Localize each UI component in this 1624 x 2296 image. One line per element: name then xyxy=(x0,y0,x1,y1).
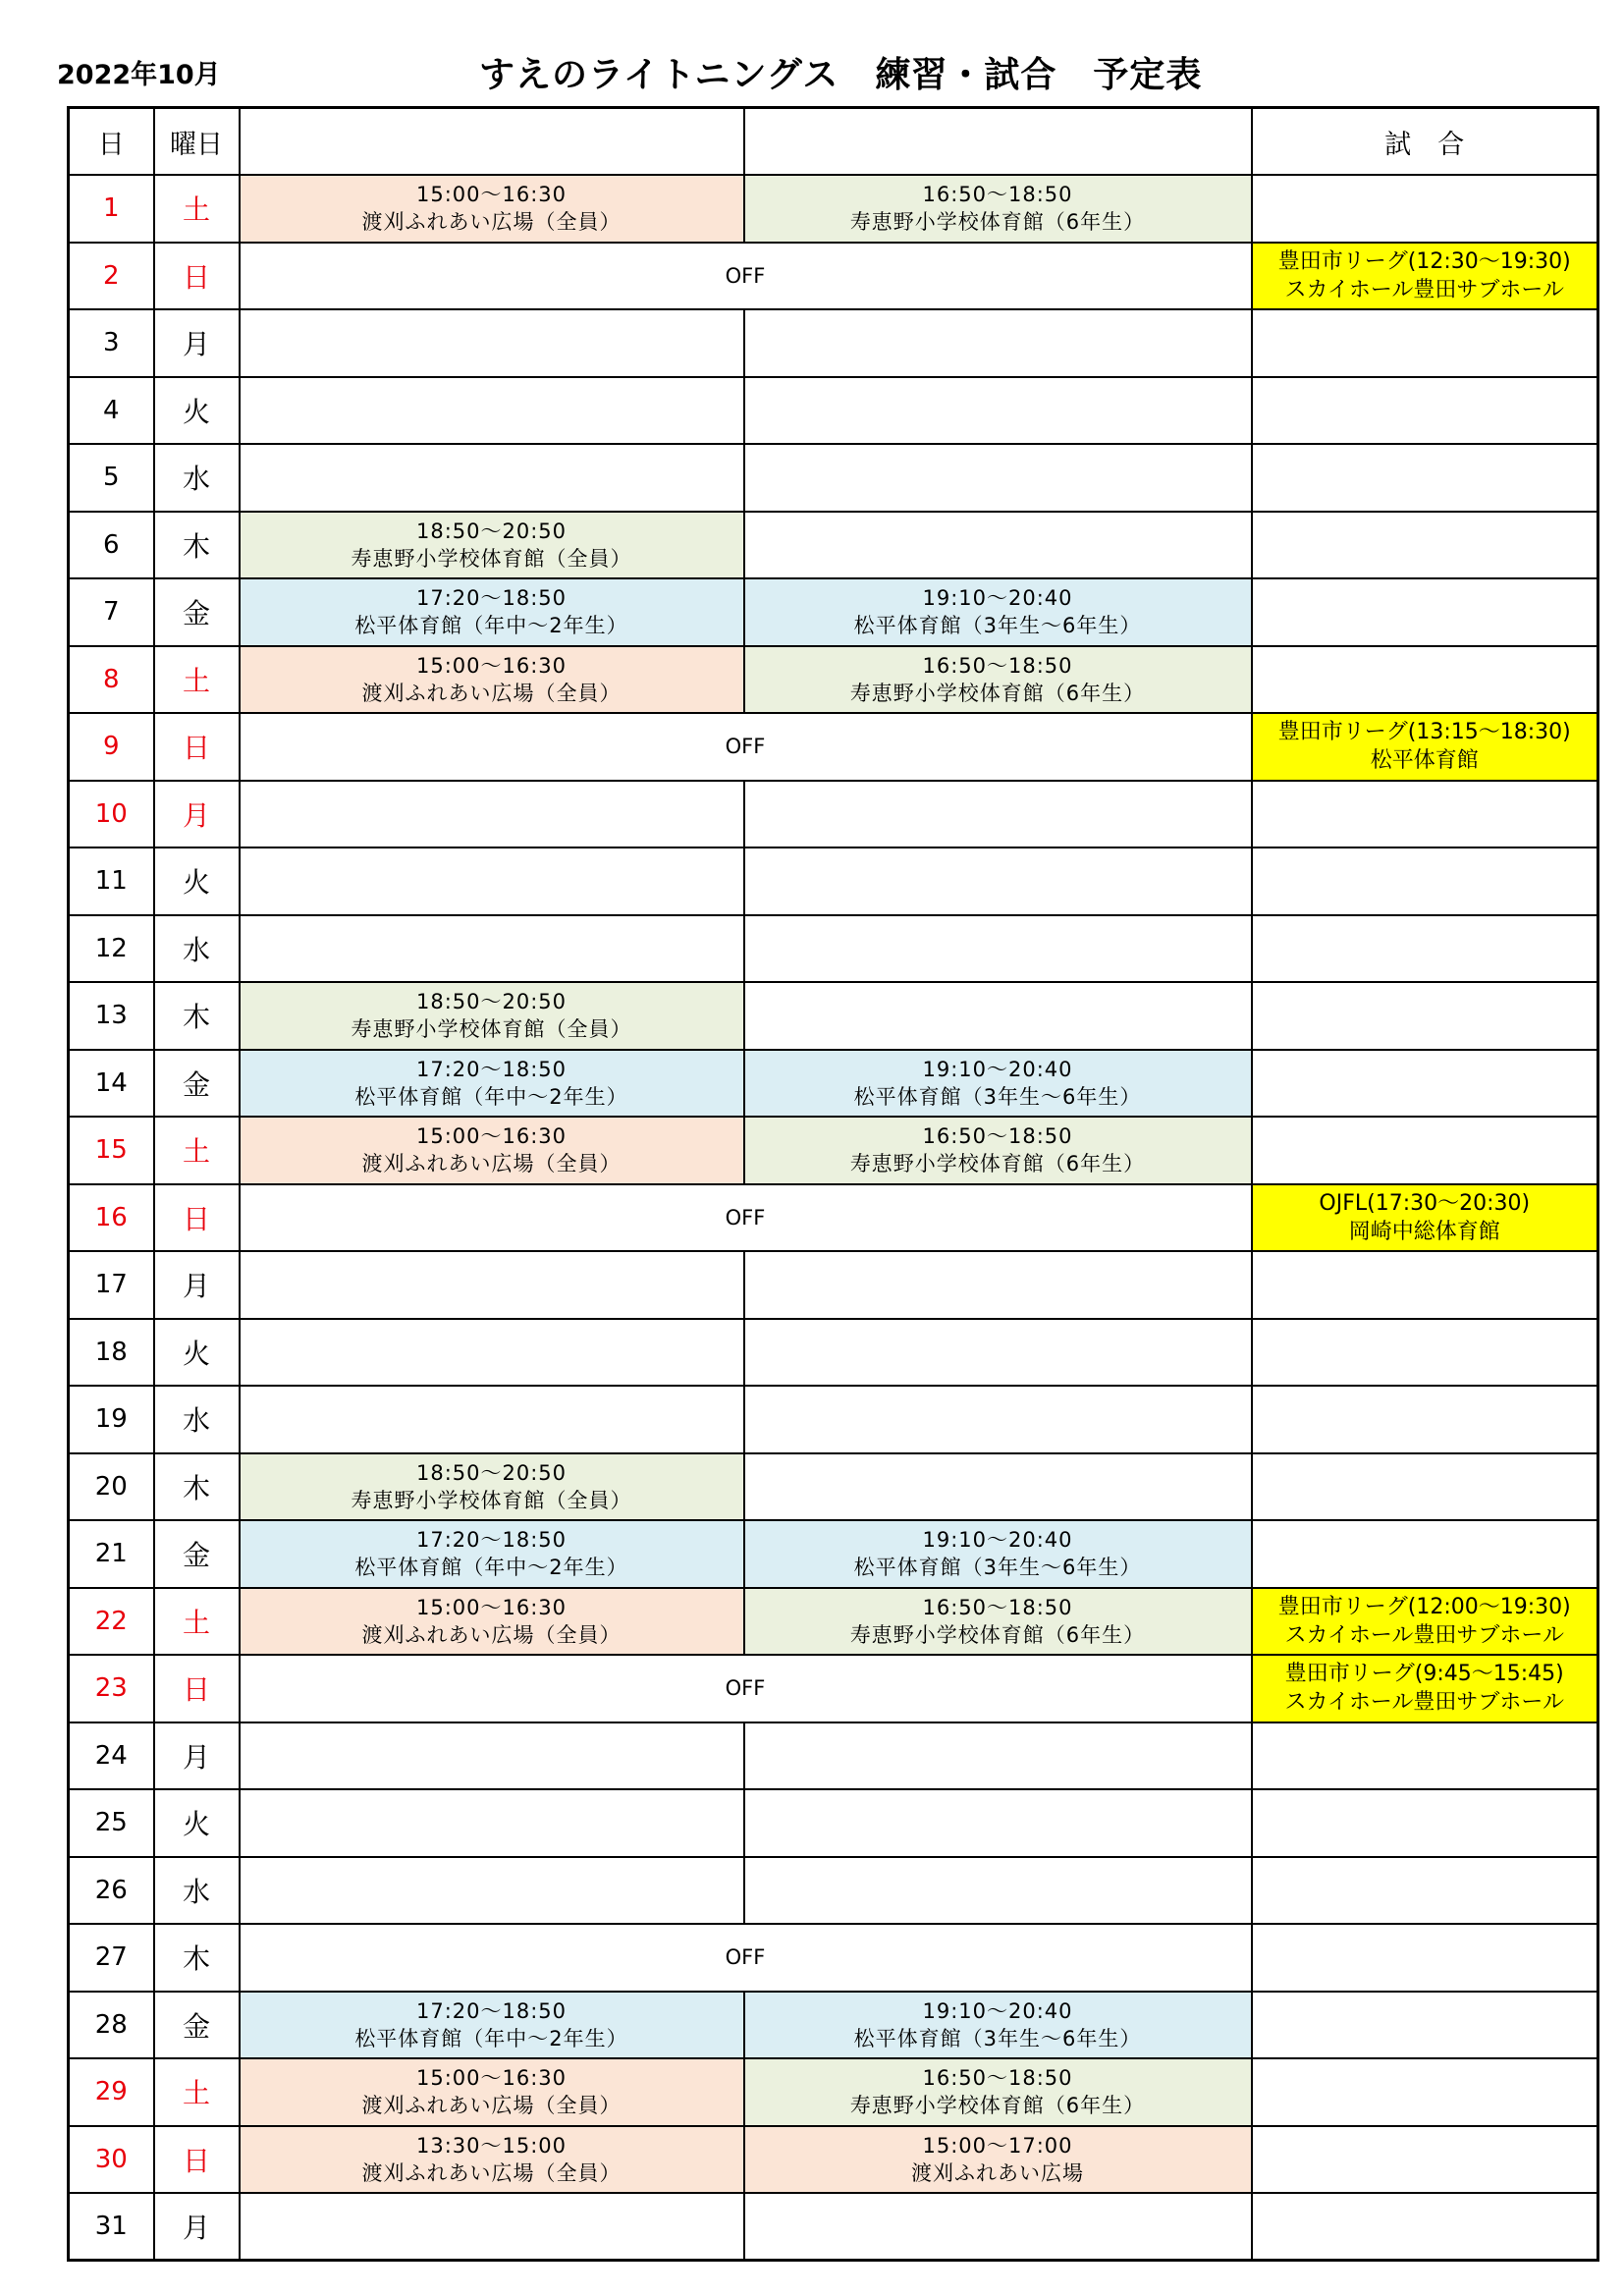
practice-slot xyxy=(240,1520,744,1588)
practice-time: 15:00〜16:30 xyxy=(415,2066,568,2091)
weekday: 木 xyxy=(154,982,240,1050)
weekday: 水 xyxy=(154,915,240,983)
practice-place: 寿恵野小学校体育館（6年生） xyxy=(849,1152,1146,1176)
practice-slot-empty xyxy=(240,1789,744,1857)
practice-time: 15:00〜17:00 xyxy=(922,2133,1073,2158)
game-venue: スカイホール豊田サブホール xyxy=(1284,1622,1564,1648)
practice-place: 松平体育館（3年生〜6年生） xyxy=(853,1084,1142,1109)
practice-slot-empty xyxy=(240,915,744,983)
practice-time: 18:50〜20:50 xyxy=(415,990,568,1014)
table-row xyxy=(69,781,1598,848)
practice-slot-empty xyxy=(744,377,1252,445)
practice-slot xyxy=(240,2126,744,2194)
day-number: 13 xyxy=(69,982,154,1050)
game-cell-empty xyxy=(1252,1992,1598,2059)
practice-place: 渡刈ふれあい広場（全員） xyxy=(361,1152,622,1176)
table-header-row xyxy=(69,108,1598,176)
practice-slot-empty xyxy=(744,444,1252,512)
game-cell xyxy=(1252,243,1598,310)
table-row xyxy=(69,1789,1598,1857)
table-row xyxy=(69,2126,1598,2194)
table-row xyxy=(69,1117,1598,1184)
practice-time: 16:50〜18:50 xyxy=(922,653,1073,678)
practice-slot-empty xyxy=(240,847,744,915)
weekday: 土 xyxy=(154,1588,240,1656)
weekday: 火 xyxy=(154,1789,240,1857)
practice-place: 寿恵野小学校体育館（全員） xyxy=(351,546,632,571)
practice-slot-empty xyxy=(744,1453,1252,1521)
day-number: 17 xyxy=(69,1251,154,1319)
day-number: 6 xyxy=(69,512,154,579)
practice-place: 渡刈ふれあい広場（全員） xyxy=(361,1622,622,1647)
day-number: 9 xyxy=(69,713,154,781)
practice-time: 16:50〜18:50 xyxy=(922,183,1073,207)
practice-place: 渡刈ふれあい広場（全員） xyxy=(361,2094,622,2118)
weekday: 月 xyxy=(154,2193,240,2261)
practice-place: 松平体育館（年中〜2年生） xyxy=(354,1556,628,1580)
practice-slot-empty xyxy=(744,1722,1252,1790)
practice-time: 15:00〜16:30 xyxy=(415,1124,568,1149)
practice-slot xyxy=(744,175,1252,243)
practice-place: 渡刈ふれあい広場（全員） xyxy=(361,2160,622,2185)
practice-slot-empty xyxy=(240,1857,744,1925)
practice-slot-empty xyxy=(744,512,1252,579)
game-cell-empty xyxy=(1252,1520,1598,1588)
table-row xyxy=(69,444,1598,512)
practice-time: 17:20〜18:50 xyxy=(415,1998,568,2023)
practice-place: 松平体育館（年中〜2年生） xyxy=(354,1084,628,1109)
day-number: 20 xyxy=(69,1453,154,1521)
practice-slot-empty xyxy=(240,2193,744,2261)
practice-slot-empty xyxy=(240,377,744,445)
practice-time: 16:50〜18:50 xyxy=(922,1124,1073,1149)
practice-slot xyxy=(240,512,744,579)
practice-slot xyxy=(744,1050,1252,1118)
practice-place: 渡刈ふれあい広場 xyxy=(911,2160,1084,2185)
day-number: 19 xyxy=(69,1386,154,1453)
weekday: 土 xyxy=(154,646,240,714)
day-number: 4 xyxy=(69,377,154,445)
game-cell-empty xyxy=(1252,309,1598,377)
game-cell-empty xyxy=(1252,2058,1598,2126)
practice-place: 松平体育館（3年生〜6年生） xyxy=(853,2026,1142,2050)
practice-time: 15:00〜16:30 xyxy=(415,183,568,207)
weekday: 水 xyxy=(154,1857,240,1925)
weekday: 金 xyxy=(154,1520,240,1588)
practice-slot-empty xyxy=(240,1386,744,1453)
day-number: 22 xyxy=(69,1588,154,1656)
game-event: 豊田市リーグ(12:30〜19:30) xyxy=(1277,248,1571,274)
table-row xyxy=(69,1386,1598,1453)
practice-slot xyxy=(240,982,744,1050)
practice-slot xyxy=(744,1992,1252,2059)
practice-place: 松平体育館（年中〜2年生） xyxy=(354,614,628,638)
game-venue: スカイホール豊田サブホール xyxy=(1284,277,1564,302)
game-event: 豊田市リーグ(13:15〜18:30) xyxy=(1277,720,1571,745)
practice-time: 17:20〜18:50 xyxy=(415,1528,568,1553)
day-number: 31 xyxy=(69,2193,154,2261)
practice-place: 寿恵野小学校体育館（6年生） xyxy=(849,210,1146,235)
game-cell-empty xyxy=(1252,915,1598,983)
table-row xyxy=(69,512,1598,579)
practice-slot xyxy=(240,2058,744,2126)
day-number: 26 xyxy=(69,1857,154,1925)
weekday: 月 xyxy=(154,1251,240,1319)
game-cell-empty xyxy=(1252,1789,1598,1857)
practice-place: 寿恵野小学校体育館（6年生） xyxy=(849,681,1146,705)
practice-slot xyxy=(240,1117,744,1184)
weekday: 木 xyxy=(154,1924,240,1992)
table-row xyxy=(69,1924,1598,1992)
table-row xyxy=(69,1184,1598,1252)
practice-slot xyxy=(744,646,1252,714)
weekday: 土 xyxy=(154,175,240,243)
practice-slot xyxy=(744,2126,1252,2194)
day-number: 3 xyxy=(69,309,154,377)
game-cell-empty xyxy=(1252,1050,1598,1118)
day-number: 30 xyxy=(69,2126,154,2194)
table-row xyxy=(69,377,1598,445)
game-cell-empty xyxy=(1252,2193,1598,2261)
table-row xyxy=(69,847,1598,915)
practice-place: 松平体育館（3年生〜6年生） xyxy=(853,614,1142,638)
day-number: 28 xyxy=(69,1992,154,2059)
game-cell-empty xyxy=(1252,2126,1598,2194)
day-number: 8 xyxy=(69,646,154,714)
day-number: 29 xyxy=(69,2058,154,2126)
day-number: 2 xyxy=(69,243,154,310)
weekday: 月 xyxy=(154,781,240,848)
practice-time: 19:10〜20:40 xyxy=(922,1998,1073,2023)
table-row xyxy=(69,915,1598,983)
game-cell xyxy=(1252,1588,1598,1656)
game-cell-empty xyxy=(1252,1117,1598,1184)
game-cell-empty xyxy=(1252,1251,1598,1319)
month-label: 2022年10月 xyxy=(57,60,221,90)
game-event: OJFL(17:30〜20:30) xyxy=(1319,1190,1531,1216)
table-row xyxy=(69,175,1598,243)
off-cell: OFF xyxy=(240,243,1252,310)
table-row xyxy=(69,1722,1598,1790)
practice-place: 松平体育館（年中〜2年生） xyxy=(354,2026,628,2050)
weekday: 火 xyxy=(154,847,240,915)
game-event: 豊田市リーグ(9:45〜15:45) xyxy=(1284,1662,1564,1687)
table-row xyxy=(69,2193,1598,2261)
game-cell-empty xyxy=(1252,646,1598,714)
table-row xyxy=(69,2058,1598,2126)
game-venue: スカイホール豊田サブホール xyxy=(1284,1690,1564,1716)
day-number: 14 xyxy=(69,1050,154,1118)
practice-place: 寿恵野小学校体育館（全員） xyxy=(351,1488,632,1512)
game-cell-empty xyxy=(1252,512,1598,579)
header-practice-1 xyxy=(240,108,744,176)
table-row xyxy=(69,1050,1598,1118)
practice-time: 18:50〜20:50 xyxy=(415,519,568,543)
table-row xyxy=(69,1588,1598,1656)
header-practice-2 xyxy=(744,108,1252,176)
practice-slot-empty xyxy=(240,309,744,377)
day-number: 16 xyxy=(69,1184,154,1252)
practice-slot-empty xyxy=(744,1251,1252,1319)
table-row xyxy=(69,1857,1598,1925)
practice-slot xyxy=(240,1992,744,2059)
practice-place: 寿恵野小学校体育館（全員） xyxy=(351,1017,632,1042)
practice-slot-empty xyxy=(240,781,744,848)
table-row xyxy=(69,713,1598,781)
day-number: 7 xyxy=(69,578,154,646)
day-number: 15 xyxy=(69,1117,154,1184)
practice-slot-empty xyxy=(744,1857,1252,1925)
game-cell-empty xyxy=(1252,1453,1598,1521)
day-number: 25 xyxy=(69,1789,154,1857)
weekday: 火 xyxy=(154,377,240,445)
practice-time: 18:50〜20:50 xyxy=(415,1460,568,1485)
day-number: 12 xyxy=(69,915,154,983)
practice-slot-empty xyxy=(744,1319,1252,1387)
practice-time: 19:10〜20:40 xyxy=(922,1057,1073,1081)
day-number: 21 xyxy=(69,1520,154,1588)
practice-time: 13:30〜15:00 xyxy=(415,2133,568,2158)
practice-time: 16:50〜18:50 xyxy=(922,2066,1073,2091)
practice-slot-empty xyxy=(744,847,1252,915)
practice-slot-empty xyxy=(744,982,1252,1050)
day-number: 10 xyxy=(69,781,154,848)
weekday: 月 xyxy=(154,309,240,377)
day-number: 18 xyxy=(69,1319,154,1387)
table-row xyxy=(69,1992,1598,2059)
practice-slot xyxy=(240,646,744,714)
weekday: 金 xyxy=(154,1050,240,1118)
day-number: 23 xyxy=(69,1655,154,1722)
off-cell: OFF xyxy=(240,713,1252,781)
table-row xyxy=(69,578,1598,646)
day-number: 5 xyxy=(69,444,154,512)
practice-place: 松平体育館（3年生〜6年生） xyxy=(853,1556,1142,1580)
table-row xyxy=(69,243,1598,310)
weekday: 日 xyxy=(154,1655,240,1722)
game-venue: 松平体育館 xyxy=(1370,748,1479,774)
game-cell-empty xyxy=(1252,847,1598,915)
practice-place: 寿恵野小学校体育館（6年生） xyxy=(849,2094,1146,2118)
practice-slot xyxy=(240,1050,744,1118)
weekday: 火 xyxy=(154,1319,240,1387)
practice-slot xyxy=(240,1453,744,1521)
game-cell-empty xyxy=(1252,377,1598,445)
table-row xyxy=(69,1520,1598,1588)
weekday: 水 xyxy=(154,1386,240,1453)
day-number: 11 xyxy=(69,847,154,915)
practice-slot-empty xyxy=(744,1789,1252,1857)
weekday: 日 xyxy=(154,2126,240,2194)
practice-time: 19:10〜20:40 xyxy=(922,586,1073,611)
weekday: 土 xyxy=(154,2058,240,2126)
practice-slot-empty xyxy=(240,444,744,512)
practice-slot-empty xyxy=(240,1319,744,1387)
header-game: 試 合 xyxy=(1252,108,1598,176)
table-row xyxy=(69,1655,1598,1722)
practice-slot-empty xyxy=(744,2193,1252,2261)
weekday: 日 xyxy=(154,243,240,310)
weekday: 木 xyxy=(154,512,240,579)
game-cell-empty xyxy=(1252,1319,1598,1387)
game-cell xyxy=(1252,713,1598,781)
schedule-table xyxy=(67,106,1599,2262)
practice-slot xyxy=(744,1117,1252,1184)
practice-time: 19:10〜20:40 xyxy=(922,1528,1073,1553)
practice-slot xyxy=(744,2058,1252,2126)
weekday: 日 xyxy=(154,1184,240,1252)
game-cell-empty xyxy=(1252,1857,1598,1925)
practice-time: 15:00〜16:30 xyxy=(415,1595,568,1619)
practice-time: 17:20〜18:50 xyxy=(415,586,568,611)
table-row xyxy=(69,1319,1598,1387)
practice-slot-empty xyxy=(744,915,1252,983)
table-row xyxy=(69,646,1598,714)
weekday: 金 xyxy=(154,578,240,646)
table-row xyxy=(69,982,1598,1050)
table-row xyxy=(69,1251,1598,1319)
practice-slot xyxy=(744,1520,1252,1588)
weekday: 水 xyxy=(154,444,240,512)
practice-slot xyxy=(744,1588,1252,1656)
practice-place: 寿恵野小学校体育館（6年生） xyxy=(849,1622,1146,1647)
weekday: 月 xyxy=(154,1722,240,1790)
off-cell: OFF xyxy=(240,1924,1252,1992)
practice-slot xyxy=(240,1588,744,1656)
game-event: 豊田市リーグ(12:00〜19:30) xyxy=(1277,1594,1571,1619)
game-venue: 岡崎中総体育館 xyxy=(1348,1219,1500,1244)
header-day: 日 xyxy=(69,108,154,176)
practice-place: 渡刈ふれあい広場（全員） xyxy=(361,210,622,235)
day-number: 27 xyxy=(69,1924,154,1992)
weekday: 土 xyxy=(154,1117,240,1184)
weekday: 金 xyxy=(154,1992,240,2059)
table-row xyxy=(69,1453,1598,1521)
practice-slot-empty xyxy=(744,309,1252,377)
header-weekday: 曜日 xyxy=(154,108,240,176)
game-cell xyxy=(1252,1184,1598,1252)
game-cell-empty xyxy=(1252,1722,1598,1790)
schedule-title: すえのライトニングス 練習・試合 予定表 xyxy=(479,55,1203,95)
off-cell: OFF xyxy=(240,1184,1252,1252)
game-cell-empty xyxy=(1252,578,1598,646)
practice-place: 渡刈ふれあい広場（全員） xyxy=(361,681,622,705)
game-cell-empty xyxy=(1252,1924,1598,1992)
game-cell-empty xyxy=(1252,175,1598,243)
day-number: 1 xyxy=(69,175,154,243)
game-cell-empty xyxy=(1252,444,1598,512)
practice-slot-empty xyxy=(240,1251,744,1319)
practice-slot xyxy=(240,175,744,243)
table-row xyxy=(69,309,1598,377)
weekday: 木 xyxy=(154,1453,240,1521)
game-cell-empty xyxy=(1252,781,1598,848)
practice-slot-empty xyxy=(744,1386,1252,1453)
game-cell-empty xyxy=(1252,982,1598,1050)
game-cell xyxy=(1252,1655,1598,1722)
game-cell-empty xyxy=(1252,1386,1598,1453)
practice-slot-empty xyxy=(240,1722,744,1790)
practice-time: 17:20〜18:50 xyxy=(415,1057,568,1081)
practice-time: 16:50〜18:50 xyxy=(922,1595,1073,1619)
practice-slot xyxy=(240,578,744,646)
practice-slot xyxy=(744,578,1252,646)
practice-slot-empty xyxy=(744,781,1252,848)
practice-time: 15:00〜16:30 xyxy=(415,653,568,678)
off-cell: OFF xyxy=(240,1655,1252,1722)
weekday: 日 xyxy=(154,713,240,781)
day-number: 24 xyxy=(69,1722,154,1790)
